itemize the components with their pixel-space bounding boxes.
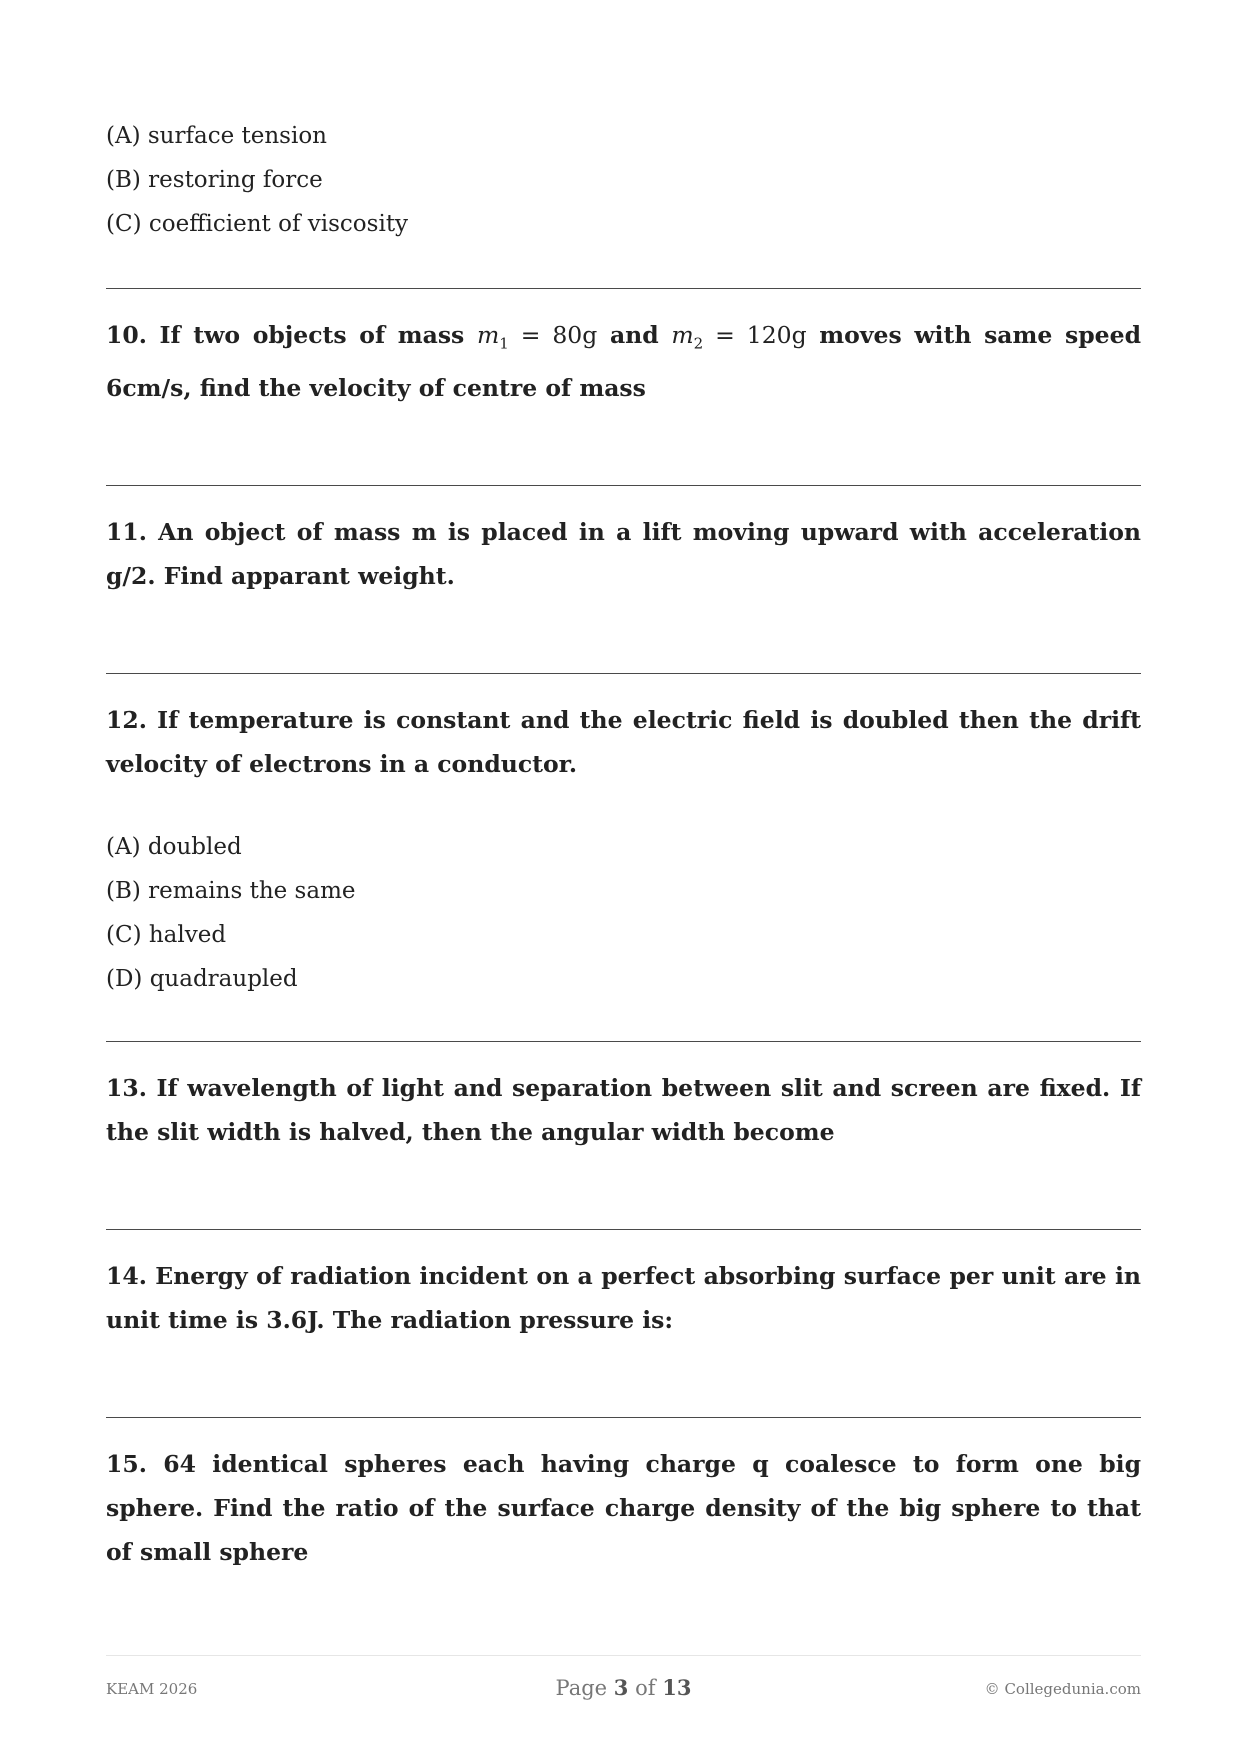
question-14: 14. Energy of radiation incident on a perfect absorbing surface per unit are in unit time is 3.6J. The radiation pressure is: <box>106 1261 1141 1334</box>
previous-question-options <box>106 114 1141 246</box>
question-10 <box>106 313 1141 410</box>
question-11: 11. An object of mass m is placed in a lift moving upward with acceleration g/2. Find apparant weight. <box>106 517 1141 590</box>
question-10-text: 10. If two objects of mass <box>106 321 477 349</box>
page-content <box>106 114 1141 1574</box>
divider <box>106 485 1141 486</box>
divider <box>106 1417 1141 1418</box>
option-a: (A) surface tension <box>106 123 327 149</box>
divider <box>106 1041 1141 1042</box>
exam-name: KEAM 2026 <box>106 1680 198 1698</box>
page-footer <box>106 1655 1141 1700</box>
question-12-options <box>106 825 1141 1001</box>
copyright: © Collegedunia.com <box>984 1680 1141 1698</box>
question-15: 15. 64 identical spheres each having charge q coalesce to form one big sphere. Find the ratio of the surface charge density of the big sphere to that of small sphere <box>106 1449 1141 1566</box>
question-10-text: moves with same speed 6cm/s, find the velocity of centre of mass <box>106 321 1141 402</box>
divider <box>106 1229 1141 1230</box>
option-d: (D) quadraupled <box>106 965 298 992</box>
math-m1: $m_1 = 80g$ <box>476 321 598 353</box>
option-b: (B) remains the same <box>106 877 356 904</box>
divider <box>106 673 1141 674</box>
option-a: (A) doubled <box>106 833 242 860</box>
question-10-text: and <box>597 321 672 349</box>
option-c: (C) coefficient of viscosity <box>106 211 409 237</box>
question-13: 13. If wavelength of light and separation between slit and screen are fixed. If the slit width is halved, then the angular width become <box>106 1073 1141 1146</box>
option-c: (C) halved <box>106 921 227 948</box>
question-12: 12. If temperature is constant and the electric field is doubled then the drift velocity of electrons in a conductor. <box>106 705 1141 778</box>
divider <box>106 288 1141 289</box>
math-m2: $m_2 = 120g$ <box>671 321 807 353</box>
page-number: Page 3 of 13 <box>555 1675 692 1700</box>
option-b: (B) restoring force <box>106 167 323 193</box>
